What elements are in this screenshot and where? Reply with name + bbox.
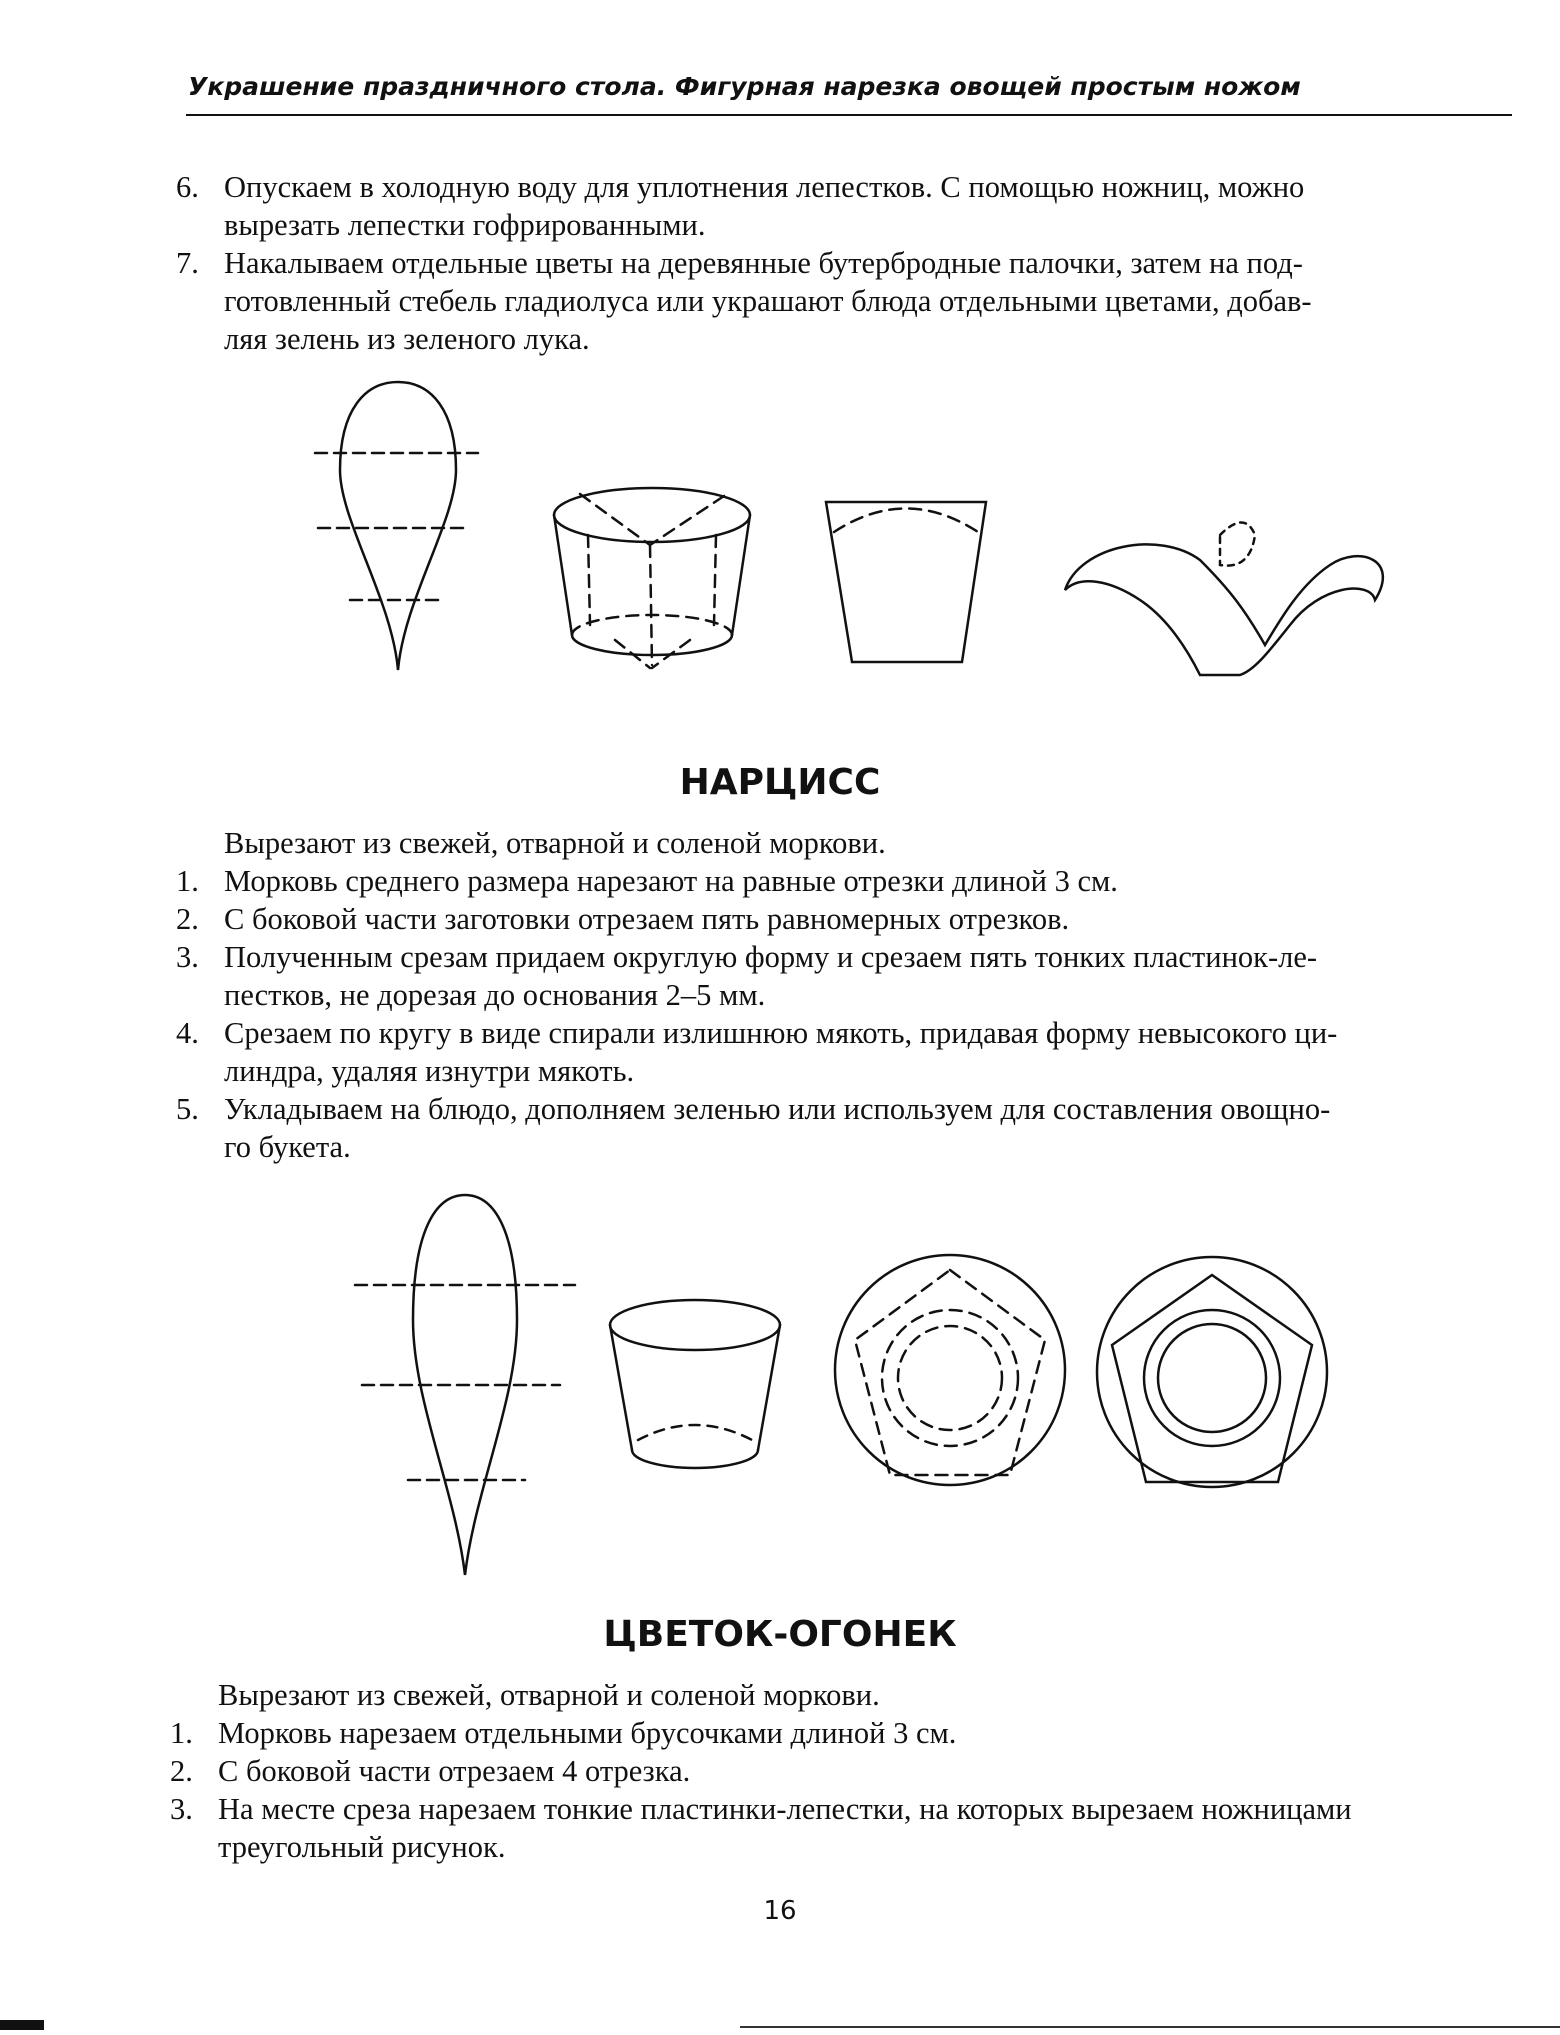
top-steps: [176, 168, 1512, 358]
step-number: 3.: [170, 1792, 193, 1826]
step-line: Накалываем отдельные цветы на деревянные бутербродные палочки, затем на под-: [224, 246, 1303, 280]
step-line: Опускаем в холодную воду для уплотнения лепестков. С помощью ножниц, можно: [224, 170, 1305, 204]
cylinder-cut-diagram-1: [554, 488, 750, 668]
step-line: Полученным срезам придаем округлую форму и срезаем пять тонких пластинок-ле-: [224, 940, 1318, 974]
step-line: готовленный стебель гладиолуса или украшают блюда отдельными цветами, добав-: [224, 284, 1312, 318]
running-head: Украшение праздничного стола. Фигурная нарезка овощей простым ножом: [188, 72, 1301, 101]
section-title-ogonek: ЦВЕТОК-ОГОНЕК: [603, 1614, 957, 1655]
list-item: [170, 1714, 1506, 1752]
step-line: Морковь среднего размера нарезают на равные отрезки длиной 3 см.: [224, 864, 1118, 898]
section-intro: Вырезают из свежей, отварной и соленой моркови.: [218, 1678, 880, 1712]
list-item: [176, 862, 1512, 900]
trapezoid-piece-diagram: [826, 502, 986, 662]
section-intro: Вырезают из свежей, отварной и соленой моркови.: [224, 826, 886, 860]
page-number: 16: [763, 1896, 797, 1926]
step-line: вырезать лепестки гофрированными.: [224, 208, 706, 242]
step-line: Морковь нарезаем отдельными брусочками длиной 3 см.: [218, 1716, 957, 1750]
pentagon-flower-top-diagram: [1097, 1257, 1327, 1487]
step-line: ляя зелень из зеленого лука.: [224, 322, 590, 356]
step-number: 6.: [176, 170, 199, 204]
list-item: [176, 244, 1512, 358]
step-number: 1.: [170, 1716, 193, 1750]
step-number: 4.: [176, 1016, 199, 1050]
flower-petals-diagram: [1065, 523, 1383, 676]
step-number: 3.: [176, 940, 199, 974]
ogonek-text: [170, 1676, 1506, 1866]
list-item: [170, 1790, 1506, 1866]
step-number: 1.: [176, 864, 199, 898]
step-line: С боковой части заготовки отрезаем пять равномерных отрезков.: [224, 902, 1070, 936]
carrot-piece-diagram-1: [315, 382, 478, 670]
carrot-piece-diagram-2: [355, 1195, 575, 1575]
list-item: [176, 168, 1512, 244]
section-title-narciss: НАРЦИСС: [679, 762, 881, 803]
step-line: треугольный рисунок.: [218, 1830, 506, 1864]
list-item: [176, 1090, 1512, 1166]
step-line: Срезаем по кругу в виде спирали излишнюю мякоть, придавая форму невысокого ци-: [224, 1016, 1338, 1050]
header-rule: [186, 114, 1512, 116]
step-number: 2.: [170, 1754, 193, 1788]
step-line: Укладываем на блюдо, дополняем зеленью или используем для составления овощно-: [224, 1092, 1331, 1126]
step-line: На месте среза нарезаем тонкие пластинки-лепестки, на которых вырезаем ножницами: [218, 1792, 1352, 1826]
pentagon-cut-circle-diagram: [835, 1255, 1065, 1485]
step-line: линдра, удаляя изнутри мякоть.: [224, 1054, 635, 1088]
step-number: 2.: [176, 902, 199, 936]
step-number: 7.: [176, 246, 199, 280]
list-item: [176, 900, 1512, 938]
step-line: го букета.: [224, 1130, 351, 1164]
cylinder-diagram-2: [610, 1300, 780, 1468]
list-item: [176, 938, 1512, 1014]
scan-mark: [0, 2020, 44, 2030]
narciss-text: [176, 824, 1512, 1166]
step-line: пестков, не дорезая до основания 2–5 мм.: [224, 978, 766, 1012]
list-item: [176, 1014, 1512, 1090]
bottom-rule: [740, 2026, 1560, 2028]
list-item: [170, 1752, 1506, 1790]
step-line: С боковой части отрезаем 4 отрезка.: [218, 1754, 691, 1788]
step-number: 5.: [176, 1092, 199, 1126]
